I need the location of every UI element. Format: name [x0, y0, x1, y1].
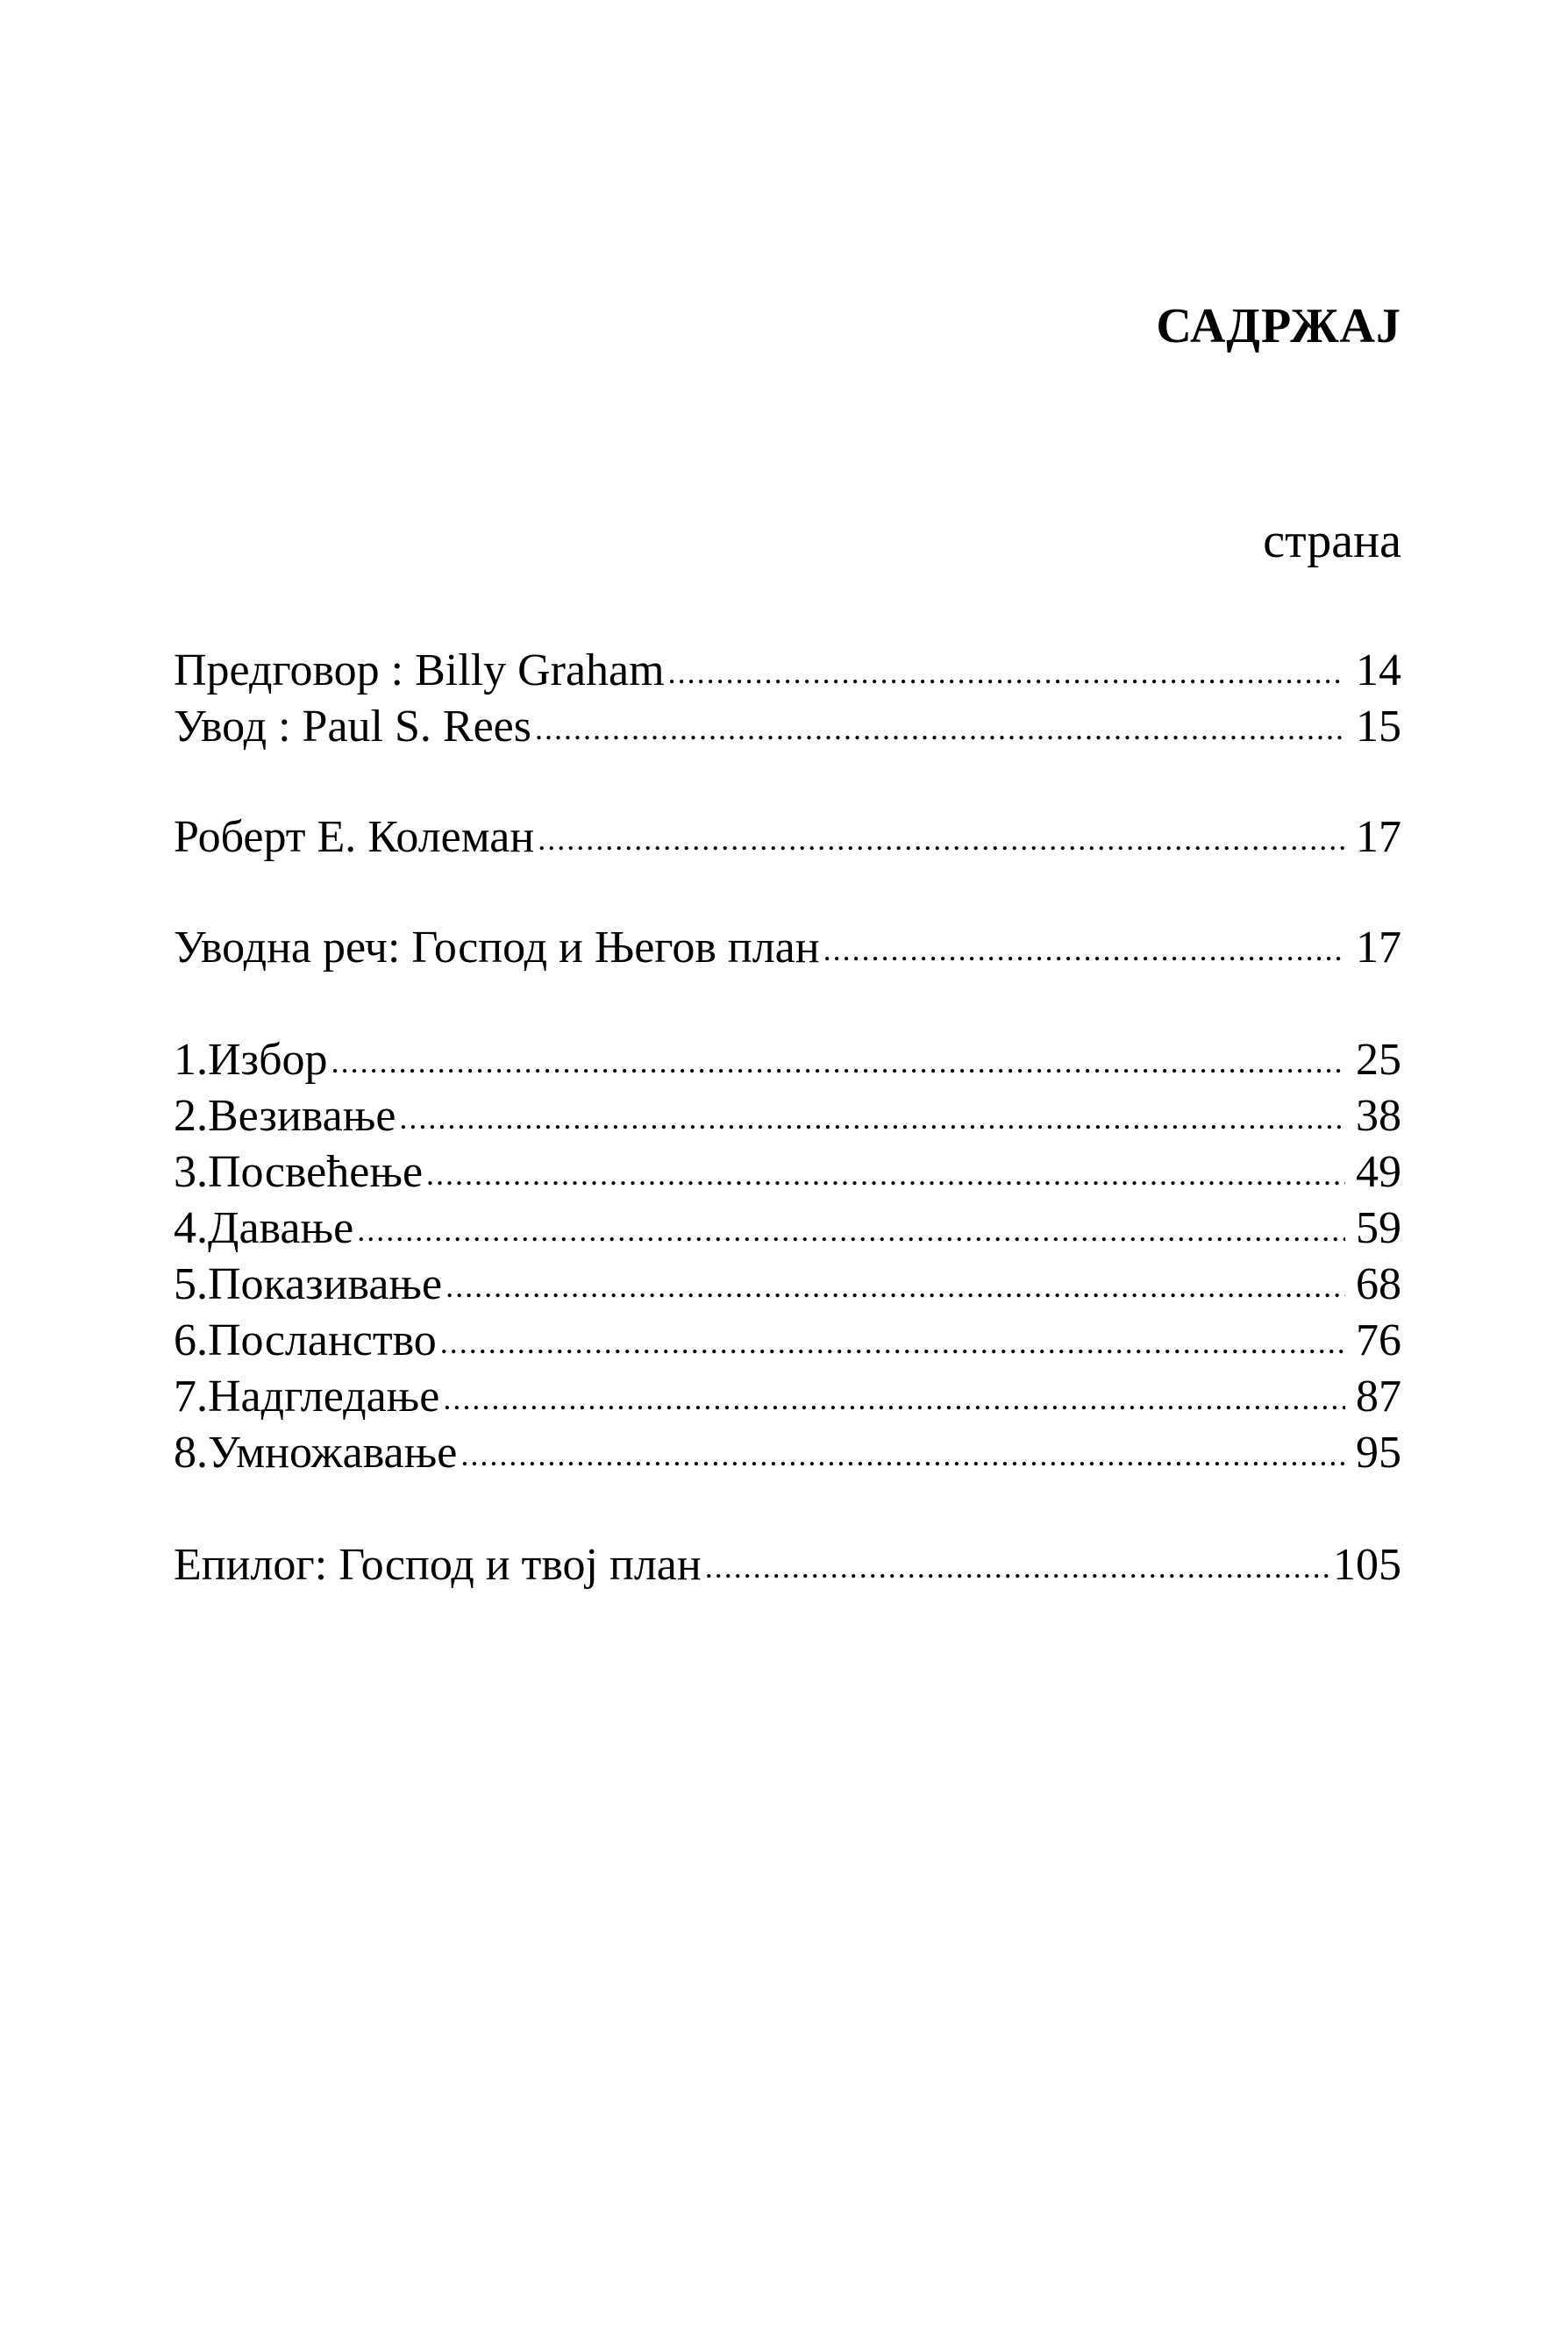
toc-entry-label: Роберт Е. Колеман	[174, 812, 535, 862]
toc-entry[interactable]	[174, 1202, 1401, 1258]
page-title: САДРЖАЈ	[1156, 299, 1401, 353]
toc-entry-label: Епилог: Господ и твој план	[174, 1540, 702, 1590]
dot-leader	[443, 1369, 1345, 1425]
toc-group-chapters	[174, 1034, 1401, 1483]
toc-entry-label: 7.Надгледање	[174, 1372, 440, 1422]
toc-entry[interactable]	[174, 645, 1401, 701]
toc-group-front-matter	[174, 645, 1401, 757]
toc-group-author	[174, 811, 1401, 867]
toc-entry-page-number: 95	[1356, 1428, 1401, 1478]
toc-entry-label: 1.Избор	[174, 1035, 328, 1085]
table-of-contents	[174, 645, 1401, 1595]
toc-entry-page-number: 76	[1356, 1315, 1401, 1365]
toc-entry[interactable]	[174, 1539, 1401, 1595]
dot-leader	[538, 809, 1345, 866]
toc-entry-label: Уводна реч: Господ и Његов план	[174, 923, 820, 973]
toc-entry-page-number: 68	[1356, 1259, 1401, 1309]
toc-entry[interactable]	[174, 1146, 1401, 1202]
toc-entry-page-number: 14	[1356, 645, 1401, 695]
toc-entry-page-number: 59	[1356, 1203, 1401, 1253]
toc-entry[interactable]	[174, 1427, 1401, 1483]
toc-group-epilogue	[174, 1539, 1401, 1595]
dot-leader	[705, 1537, 1329, 1593]
dot-leader	[357, 1201, 1345, 1257]
toc-entry[interactable]	[174, 811, 1401, 867]
dot-leader	[668, 643, 1345, 699]
dot-leader	[823, 920, 1345, 976]
toc-group-introduction	[174, 922, 1401, 978]
toc-entry[interactable]	[174, 701, 1401, 757]
toc-entry-label: 3.Посвећење	[174, 1147, 424, 1197]
dot-leader	[426, 1144, 1345, 1201]
toc-entry-label: 8.Умножавање	[174, 1428, 458, 1478]
toc-entry-page-number: 105	[1333, 1540, 1401, 1590]
toc-entry-label: Предговор : Billy Graham	[174, 645, 665, 695]
dot-leader	[331, 1032, 1345, 1088]
toc-entry-page-number: 49	[1356, 1147, 1401, 1197]
toc-entry-label: 4.Давање	[174, 1203, 354, 1253]
dot-leader	[535, 699, 1345, 755]
toc-entry[interactable]	[174, 1315, 1401, 1371]
toc-entry[interactable]	[174, 922, 1401, 978]
toc-entry-label: Увод : Paul S. Rees	[174, 702, 532, 752]
toc-entry[interactable]	[174, 1090, 1401, 1146]
toc-entry-label: 2.Везивање	[174, 1091, 396, 1141]
toc-entry-page-number: 17	[1356, 812, 1401, 862]
dot-leader	[399, 1088, 1345, 1144]
toc-entry-page-number: 15	[1356, 702, 1401, 752]
toc-entry[interactable]	[174, 1371, 1401, 1427]
toc-entry-page-number: 17	[1356, 923, 1401, 973]
toc-entry[interactable]	[174, 1034, 1401, 1090]
toc-entry-label: 6.Посланство	[174, 1315, 437, 1365]
toc-entry-label: 5.Показивање	[174, 1259, 443, 1309]
toc-entry-page-number: 25	[1356, 1035, 1401, 1085]
dot-leader	[445, 1257, 1345, 1313]
page-column-header: страна	[1263, 514, 1401, 568]
dot-leader	[460, 1425, 1345, 1481]
dot-leader	[440, 1313, 1345, 1369]
toc-entry-page-number: 87	[1356, 1372, 1401, 1422]
toc-entry-page-number: 38	[1356, 1091, 1401, 1141]
toc-entry[interactable]	[174, 1258, 1401, 1315]
